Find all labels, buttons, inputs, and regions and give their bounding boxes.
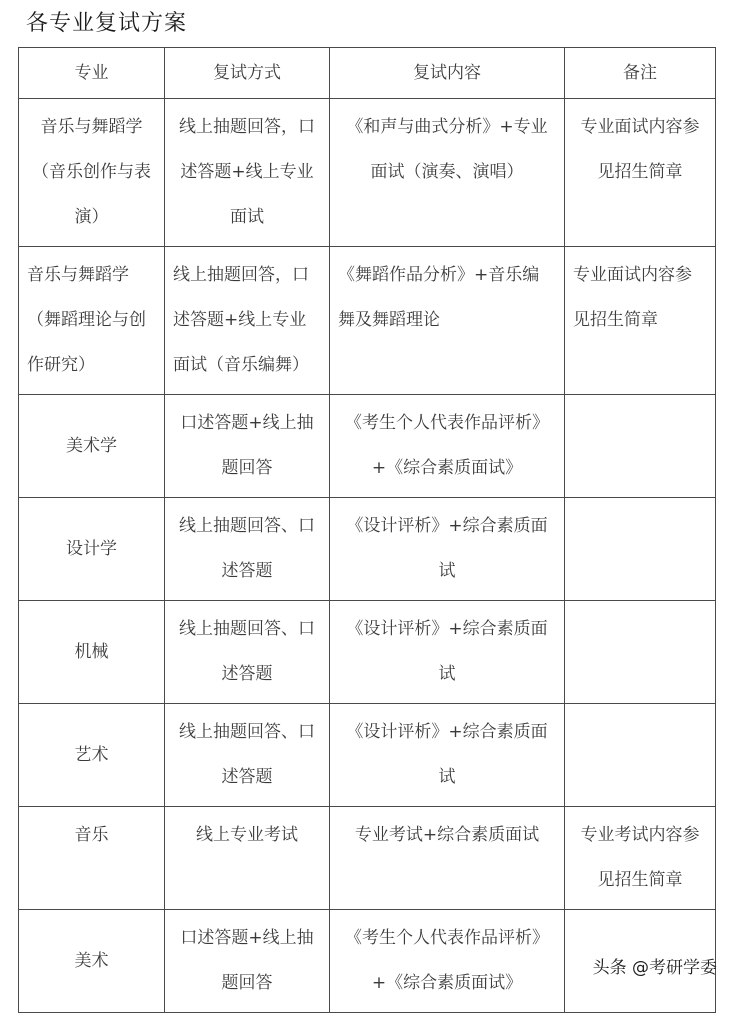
- cell-note: [565, 498, 716, 601]
- table-row: [19, 498, 716, 601]
- cell-content: 专业考试+综合素质面试: [330, 807, 565, 910]
- cell-note: [565, 704, 716, 807]
- cell-content: 《设计评析》+综合素质面试: [330, 498, 565, 601]
- cell-method: 口述答题+线上抽题回答: [165, 910, 330, 1013]
- cell-content: 《考生个人代表作品评析》+《综合素质面试》: [330, 910, 565, 1013]
- table-row: [19, 601, 716, 704]
- cell-method: 线上抽题回答、口述答题: [165, 498, 330, 601]
- cell-major: 音乐与舞蹈学（舞蹈理论与创作研究）: [19, 247, 165, 395]
- table-row: [19, 247, 716, 395]
- page-title: 各专业复试方案: [26, 11, 188, 36]
- header-method: 复试方式: [165, 48, 330, 99]
- cell-note: 专业考试内容参见招生简章: [565, 807, 716, 910]
- cell-content: 《设计评析》+综合素质面试: [330, 704, 565, 807]
- cell-method: 线上抽题回答、口述答题: [165, 704, 330, 807]
- cell-method: 线上专业考试: [165, 807, 330, 910]
- retest-plan-table: [18, 47, 716, 1013]
- cell-major: 机械: [19, 601, 165, 704]
- cell-note: [565, 601, 716, 704]
- cell-note: 专业面试内容参见招生简章: [565, 247, 716, 395]
- table-row: [19, 395, 716, 498]
- table-row: [19, 99, 716, 247]
- cell-content: 《设计评析》+综合素质面试: [330, 601, 565, 704]
- header-content: 复试内容: [330, 48, 565, 99]
- cell-method: 口述答题+线上抽题回答: [165, 395, 330, 498]
- table-row: [19, 807, 716, 910]
- cell-major: 艺术: [19, 704, 165, 807]
- cell-note: 专业面试内容参见招生简章: [565, 99, 716, 247]
- cell-content: 《考生个人代表作品评析》+《综合素质面试》: [330, 395, 565, 498]
- table-header-row: [19, 48, 716, 99]
- cell-note: [565, 395, 716, 498]
- header-note: 备注: [565, 48, 716, 99]
- cell-major: 美术: [19, 910, 165, 1013]
- cell-content: 《和声与曲式分析》+专业面试（演奏、演唱）: [330, 99, 565, 247]
- cell-method: 线上抽题回答、口述答题: [165, 601, 330, 704]
- cell-major: 美术学: [19, 395, 165, 498]
- cell-method: 线上抽题回答，口述答题+线上专业面试（音乐编舞）: [165, 247, 330, 395]
- cell-content: 《舞蹈作品分析》+音乐编舞及舞蹈理论: [330, 247, 565, 395]
- cell-major: 音乐: [19, 807, 165, 910]
- header-major: 专业: [19, 48, 165, 99]
- cell-major: 音乐与舞蹈学（音乐创作与表演）: [19, 99, 165, 247]
- table-row: [19, 704, 716, 807]
- watermark: 头条 @考研学委: [592, 958, 717, 978]
- cell-major: 设计学: [19, 498, 165, 601]
- cell-method: 线上抽题回答，口述答题+线上专业面试: [165, 99, 330, 247]
